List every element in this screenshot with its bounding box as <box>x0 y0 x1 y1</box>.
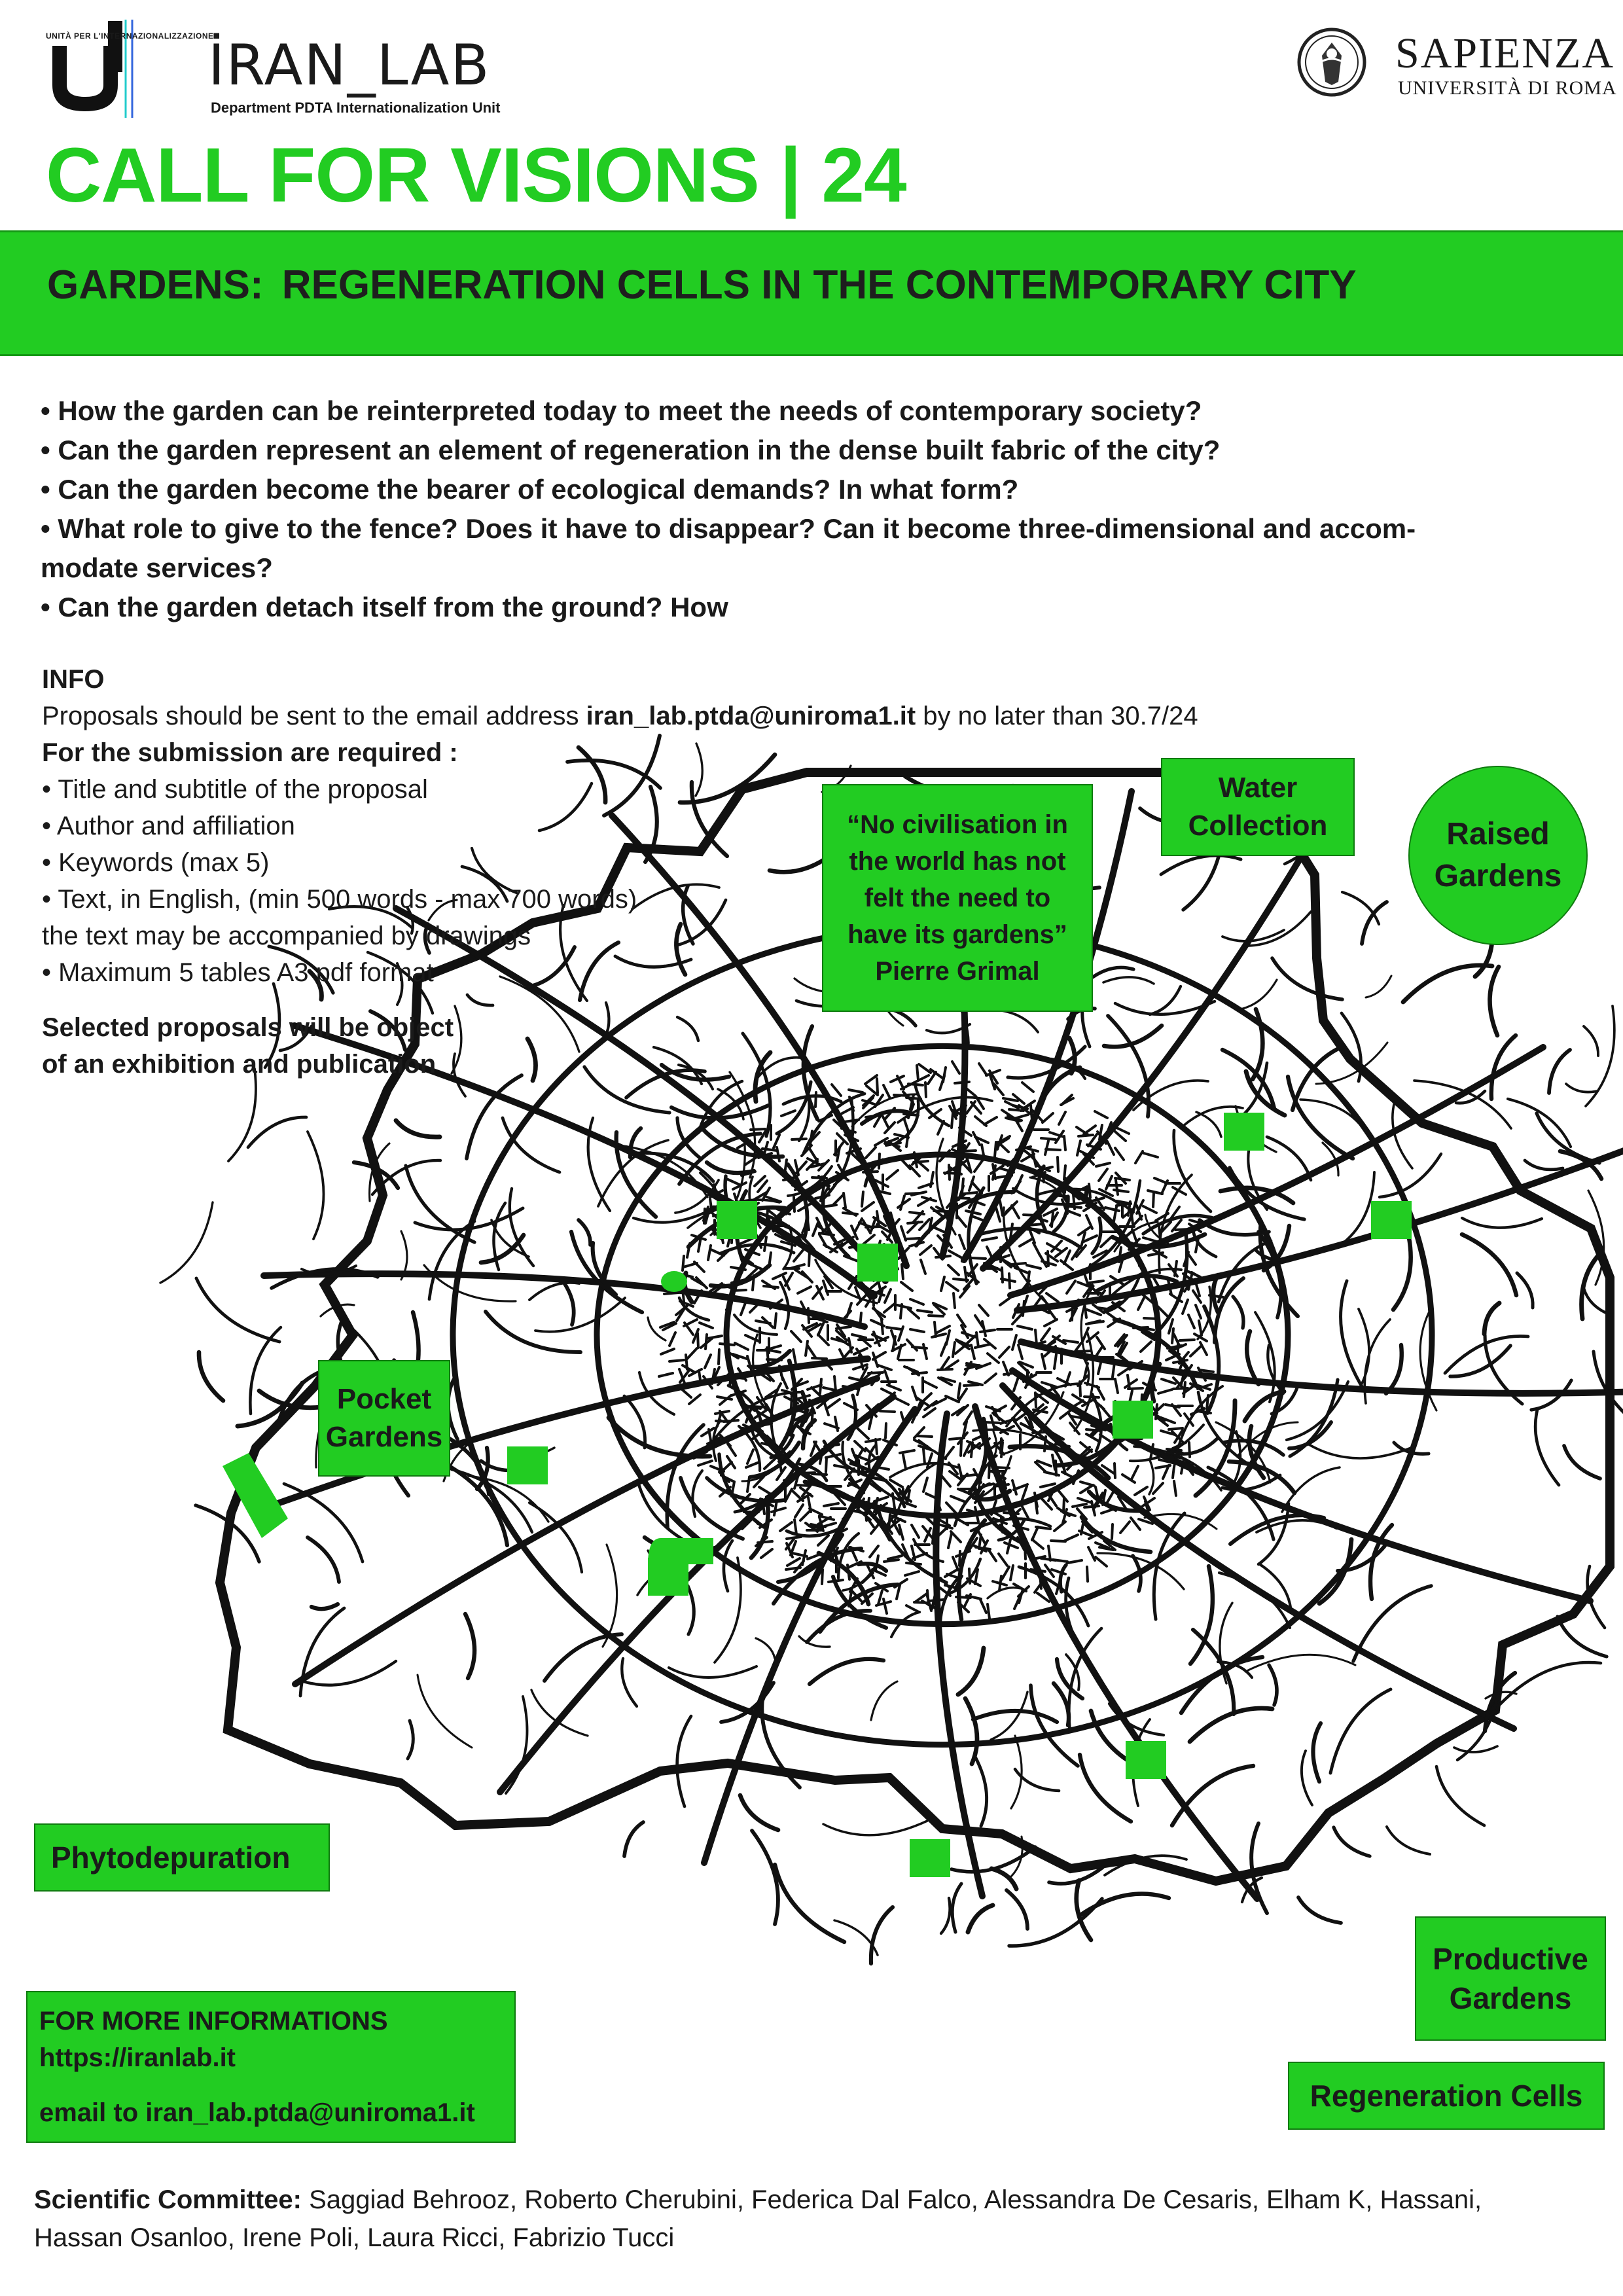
university-name: SAPIENZA <box>1395 29 1615 77</box>
sapienza-seal-icon <box>1296 20 1368 105</box>
banner-text <box>47 262 1375 308</box>
pocket-gardens-label <box>318 1360 450 1477</box>
more-info-heading: FOR MORE INFORMATIONS <box>39 2007 388 2036</box>
water-label-line: Water <box>1218 772 1298 804</box>
regeneration-cells-label: Regeneration Cells <box>1288 2062 1605 2130</box>
quote-line: felt the need to <box>864 884 1051 912</box>
committee-members-line1: Saggiad Behrooz, Roberto Cherubini, Federica Dal Falco, Alessandra De Cesaris, Elham K, Hassani, <box>301 2185 1482 2214</box>
selected-note-line1: Selected proposals will be object <box>42 1013 454 1042</box>
requirement-item: • Text, in English, (min 500 words - max 700 words) <box>42 885 637 914</box>
requirement-item: • Maximum 5 tables A3 pdf format <box>42 958 434 987</box>
info-heading: INFO <box>42 665 105 694</box>
quote-author: Pierre Grimal <box>875 957 1040 986</box>
selected-note-line2: of an exhibition and publication <box>42 1050 437 1079</box>
productive-label-line: Gardens <box>1449 1981 1572 2015</box>
university-subtitle: UNIVERSITÀ DI ROMA <box>1398 77 1617 99</box>
question-item: • Can the garden become the bearer of ecological demands? In what form? <box>41 474 1019 505</box>
raised-label-line: Raised <box>1446 817 1550 852</box>
raised-label-line: Gardens <box>1434 859 1562 893</box>
info-line-suffix: by no later than 30.7/24 <box>916 702 1198 730</box>
info-line-prefix: Proposals should be sent to the email address <box>42 702 586 730</box>
quote-line: have its gardens” <box>847 920 1067 949</box>
banner-label: GARDENS: <box>47 262 264 308</box>
phytodepuration-label: Phytodepuration <box>34 1823 330 1892</box>
pocket-label-line: Gardens <box>325 1421 443 1453</box>
productive-gardens-label <box>1415 1916 1606 2041</box>
info-deadline-line <box>42 698 1198 734</box>
banner-subtitle: REGENERATION CELLS IN THE CONTEMPORARY CITY <box>281 262 1357 308</box>
quote-line: “No civilisation in <box>847 810 1068 839</box>
committee-label: Scientific Committee: <box>34 2185 302 2214</box>
committee-members-line2: Hassan Osanloo, Irene Poli, Laura Ricci, Fabrizio Tucci <box>34 2223 675 2252</box>
submission-email-link[interactable]: iran_lab.ptda@uniroma1.it <box>586 702 916 730</box>
question-item: • What role to give to the fence? Does it have to disappear? Can it become three-dimensional and accom- <box>41 513 1416 544</box>
raised-gardens-label <box>1408 766 1588 945</box>
lab-title: İRAN_LAB <box>208 33 491 98</box>
grimal-quote-box <box>822 784 1093 1012</box>
quote-line: the world has not <box>849 847 1066 876</box>
water-collection-label <box>1161 758 1355 856</box>
question-item: • Can the garden represent an element of regeneration in the dense built fabric of the city? <box>41 435 1221 465</box>
question-item: • Can the garden detach itself from the ground? How <box>41 592 728 622</box>
pocket-label-line: Pocket <box>336 1383 432 1415</box>
call-title: CALL FOR VISIONS | 24 <box>46 132 906 219</box>
requirement-item: • Author and affiliation <box>42 812 295 840</box>
water-label-line: Collection <box>1188 810 1328 842</box>
questions-list <box>41 391 1572 627</box>
scientific-committee <box>34 2181 1592 2257</box>
requirement-item: • Keywords (max 5) <box>42 848 270 877</box>
unit-small-text: UNITÀ PER L'INTERNAZIONALIZZAZIONE <box>46 31 214 41</box>
question-item: modate services? <box>41 552 273 583</box>
required-heading: For the submission are required : <box>42 738 458 767</box>
lab-subtitle: Department PDTA Internationalization Unit <box>211 99 501 116</box>
more-info-box <box>26 1991 516 2143</box>
contact-email-link[interactable]: email to iran_lab.ptda@uniroma1.it <box>39 2098 475 2127</box>
requirement-item: the text may be accompanied by drawings <box>42 922 531 950</box>
question-item: • How the garden can be reinterpreted today to meet the needs of contemporary society? <box>41 395 1202 426</box>
productive-label-line: Productive <box>1433 1942 1588 1976</box>
requirement-item: • Title and subtitle of the proposal <box>42 775 428 804</box>
website-link[interactable]: https://iranlab.it <box>39 2043 236 2072</box>
